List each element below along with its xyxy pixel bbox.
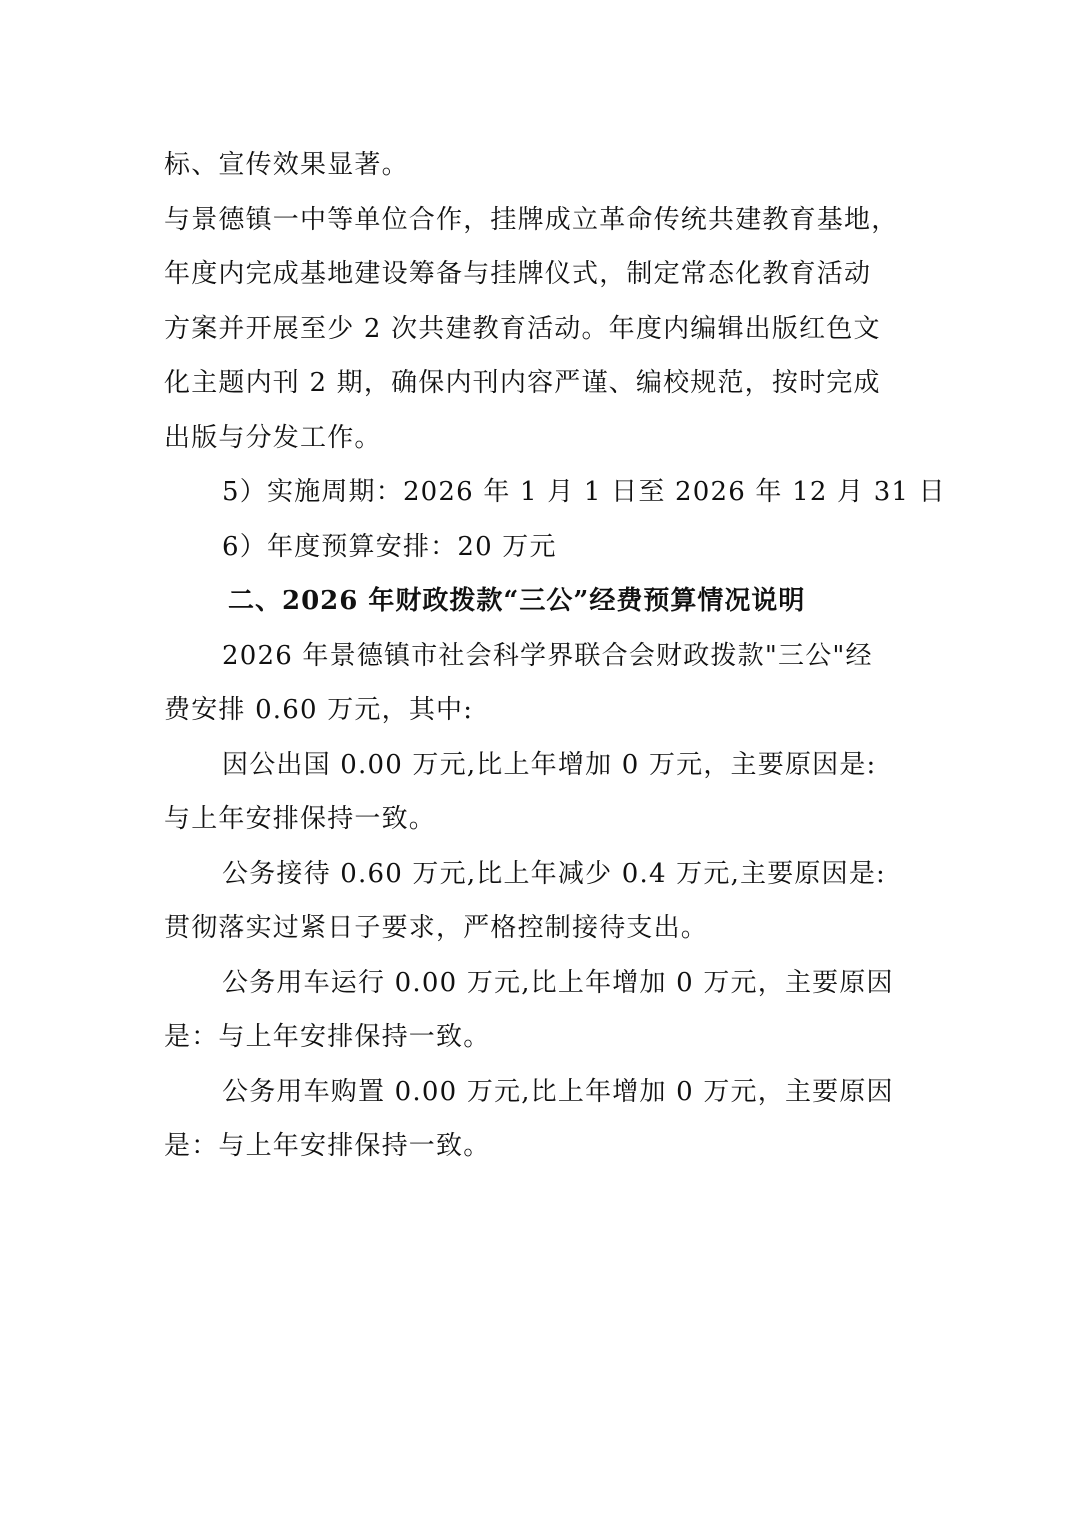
overseas-travel-line: 因公出国 0.00 万元,比上年增加 0 万元，主要原因是: [222,749,877,780]
paragraph-line: 标、宣传效果显著。 [164,150,409,180]
paragraph-line: 方案并开展至少 2 次共建教育活动。年度内编辑出版红色文 [164,313,881,344]
paragraph-line: 出版与分发工作。 [164,422,382,453]
paragraph-line: 与景德镇一中等单位合作，挂牌成立革命传统共建教育基地， [164,204,899,235]
paragraph-line: 与上年安排保持一致。 [164,804,437,834]
implementation-period: 5）实施周期：2026 年 1 月 1 日至 2026 年 12 月 31 日 [222,477,946,507]
section-heading: 二、2026 年财政拨款“三公”经费预算情况说明 [228,586,806,616]
paragraph-line: 年度内完成基地建设筹备与挂牌仪式，制定常态化教育活动 [164,259,872,289]
paragraph-line: 费安排 0.60 万元，其中: [164,695,474,725]
vehicle-purchase-line: 公务用车购置 0.00 万元,比上年增加 0 万元，主要原因 [222,1076,894,1107]
paragraph-line: 是：与上年安排保持一致。 [164,1131,491,1161]
paragraph-line: 是：与上年安排保持一致。 [164,1022,491,1052]
vehicle-operation-line: 公务用车运行 0.00 万元,比上年增加 0 万元，主要原因 [222,967,894,998]
annual-budget: 6）年度预算安排：20 万元 [222,531,557,562]
document-body [164,138,946,1174]
reception-line: 公务接待 0.60 万元,比上年减少 0.4 万元,主要原因是: [222,858,886,889]
paragraph-line: 化主题内刊 2 期，确保内刊内容严谨、编校规范，按时完成 [164,368,881,398]
paragraph-line: 贯彻落实过紧日子要求，严格控制接待支出。 [164,913,709,943]
paragraph-line: 2026 年景德镇市社会科学界联合会财政拨款"三公"经 [222,640,873,671]
